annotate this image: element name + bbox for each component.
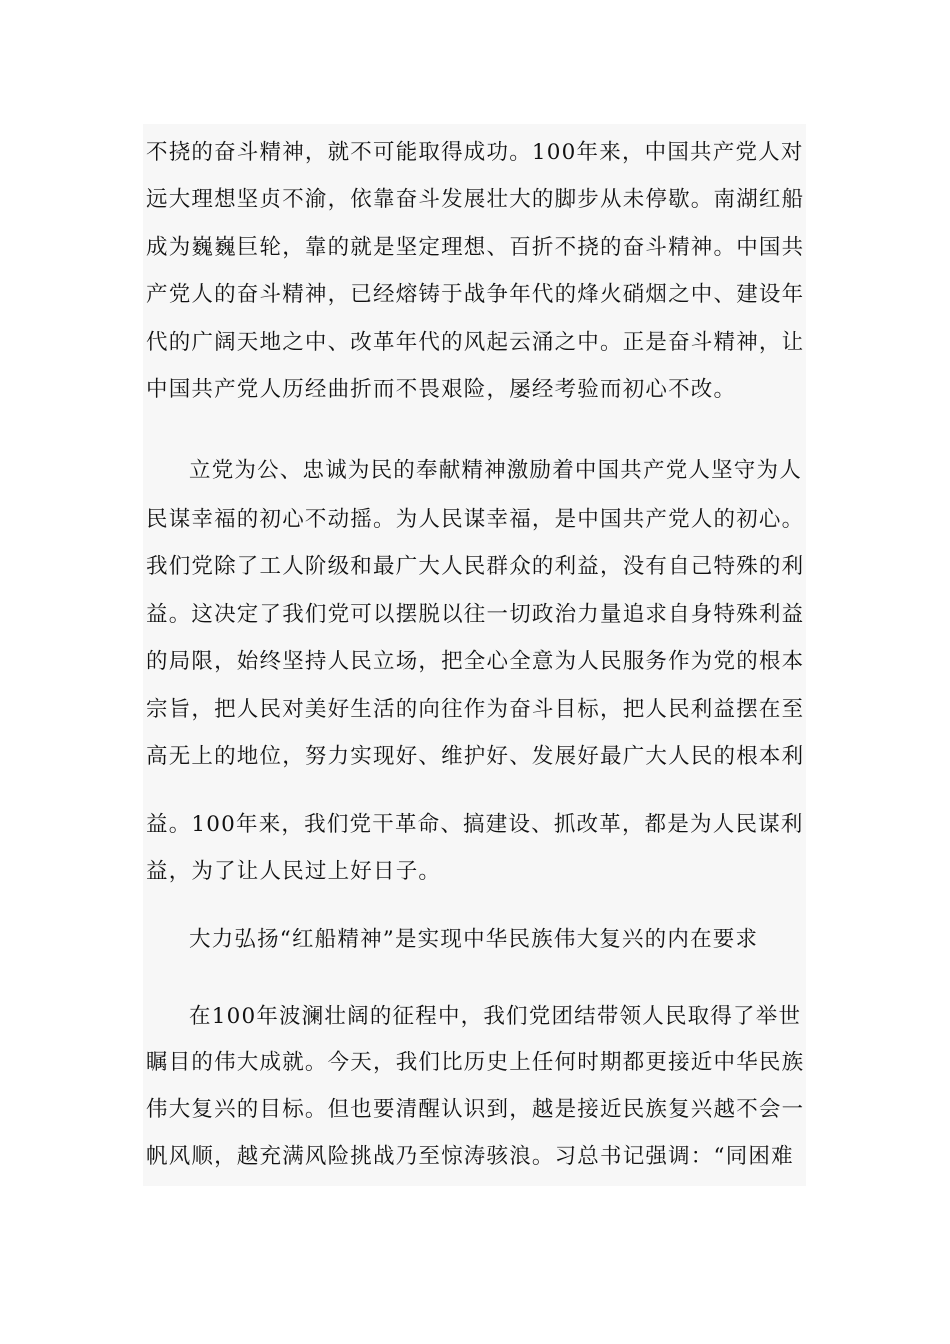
text-line: 瞩目的伟大成就。今天，我们比历史上任何时期都更接近中华民族 [146, 1050, 805, 1075]
text-line: 高无上的地位，努力实现好、维护好、发展好最广大人民的根本利 [146, 744, 805, 769]
text-line: 我们党除了工人阶级和最广大人民群众的利益，没有自己特殊的利 [146, 554, 805, 579]
text-line: 宗旨，把人民对美好生活的向往作为奋斗目标，把人民利益摆在至 [146, 697, 805, 722]
text-line: 民谋幸福的初心不动摇。为人民谋幸福，是中国共产党人的初心。 [146, 507, 805, 532]
text-line: 益。这决定了我们党可以摆脱以往一切政治力量追求自身特殊利益 [146, 602, 805, 627]
text-line: 帆风顺，越充满风险挑战乃至惊涛骇浪。习总书记强调：“同困难 [146, 1144, 794, 1169]
text-line: 益。100年来，我们党干革命、搞建设、抓改革，都是为人民谋利 [146, 812, 804, 837]
text-line: 产党人的奋斗精神，已经熔铸于战争年代的烽火硝烟之中、建设年 [146, 282, 805, 307]
text-line: 不挠的奋斗精神，就不可能取得成功。100年来，中国共产党人对 [146, 140, 804, 165]
paragraph-first-line: 立党为公、忠诚为民的奉献精神激励着中国共产党人坚守为人 [189, 458, 802, 483]
text-line: 远大理想坚贞不渝，依靠奋斗发展壮大的脚步从未停歇。南湖红船 [146, 187, 805, 212]
text-line: 中国共产党人历经曲折而不畏艰险，屡经考验而初心不改。 [146, 377, 737, 402]
text-line: 伟大复兴的目标。但也要清醒认识到，越是接近民族复兴越不会一 [146, 1097, 805, 1122]
section-heading: 大力弘扬“红船精神”是实现中华民族伟大复兴的内在要求 [189, 927, 759, 952]
text-line: 成为巍巍巨轮，靠的就是坚定理想、百折不挠的奋斗精神。中国共 [146, 235, 805, 260]
text-line: 代的广阔天地之中、改革年代的风起云涌之中。正是奋斗精神，让 [146, 330, 805, 355]
text-line: 的局限，始终坚持人民立场，把全心全意为人民服务作为党的根本 [146, 649, 805, 674]
paragraph-first-line: 在100年波澜壮阔的征程中，我们党团结带领人民取得了举世 [189, 1004, 802, 1029]
text-line: 益，为了让人民过上好日子。 [146, 859, 442, 884]
document-text-block [143, 124, 806, 1186]
